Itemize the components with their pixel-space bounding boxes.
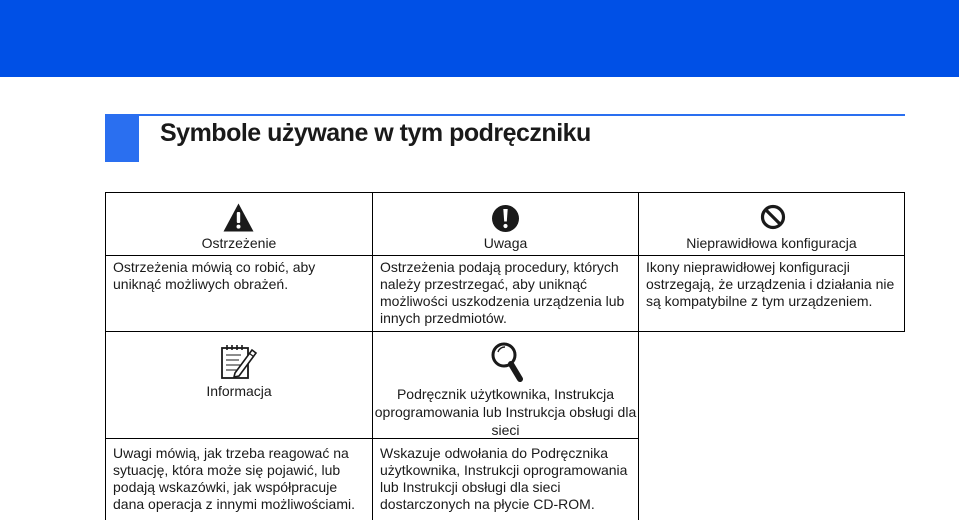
- symbol-cell-caution: [372, 192, 639, 332]
- note-pencil-icon: [219, 342, 259, 380]
- heading-accent-block: [105, 114, 139, 162]
- symbol-cell-improper-setup: [638, 192, 905, 332]
- symbol-cell-warning: [105, 192, 373, 332]
- symbol-header: [373, 332, 638, 439]
- symbol-header: [106, 332, 372, 439]
- symbol-description: Ostrzeżenia podają procedury, których należy przestrzegać, aby uniknąć możliwości uszkodzenia urządzenia lub innych przedmiotów.: [380, 259, 625, 326]
- magnifier-icon: [490, 341, 524, 384]
- symbol-label: Ostrzeżenie: [201, 235, 277, 251]
- symbol-label: Nieprawidłowa konfiguracja: [686, 235, 857, 251]
- symbol-label: Informacja: [206, 383, 272, 399]
- symbol-description: Uwagi mówią, jak trzeba reagować na sytuację, która może się pojawić, lub podają wskazówki, jak współpracuje dana operacja z innymi możliwościami.: [113, 445, 355, 512]
- symbol-header: [639, 193, 904, 256]
- prohibited-icon: [760, 204, 786, 230]
- symbol-cell-note: [105, 331, 373, 520]
- symbol-description: Ostrzeżenia mówią co robić, aby uniknąć możliwych obrażeń.: [113, 259, 316, 292]
- symbol-label: Podręcznik użytkownika, Instrukcja oprogramowania lub Instrukcja obsługi dla sieci: [374, 386, 637, 438]
- symbol-header: [373, 193, 638, 256]
- symbol-cell-reference: [372, 331, 639, 520]
- heading-rule: [139, 114, 905, 116]
- warning-triangle-icon: [222, 202, 255, 233]
- page-title: Symbole używane w tym podręczniku: [160, 119, 591, 147]
- top-banner: [0, 0, 959, 77]
- symbol-description: Wskazuje odwołania do Podręcznika użytkownika, Instrukcji oprogramowania lub Instrukcji obsługi dla sieci dostarczonych na płycie CD-ROM.: [380, 445, 628, 512]
- exclamation-circle-icon: [491, 204, 520, 233]
- symbol-header: [106, 193, 372, 256]
- symbol-description: Ikony nieprawidłowej konfiguracji ostrzegają, że urządzenia i działania nie są kompatybilne z tym urządzeniem.: [646, 259, 895, 309]
- symbol-label: Uwaga: [483, 235, 528, 251]
